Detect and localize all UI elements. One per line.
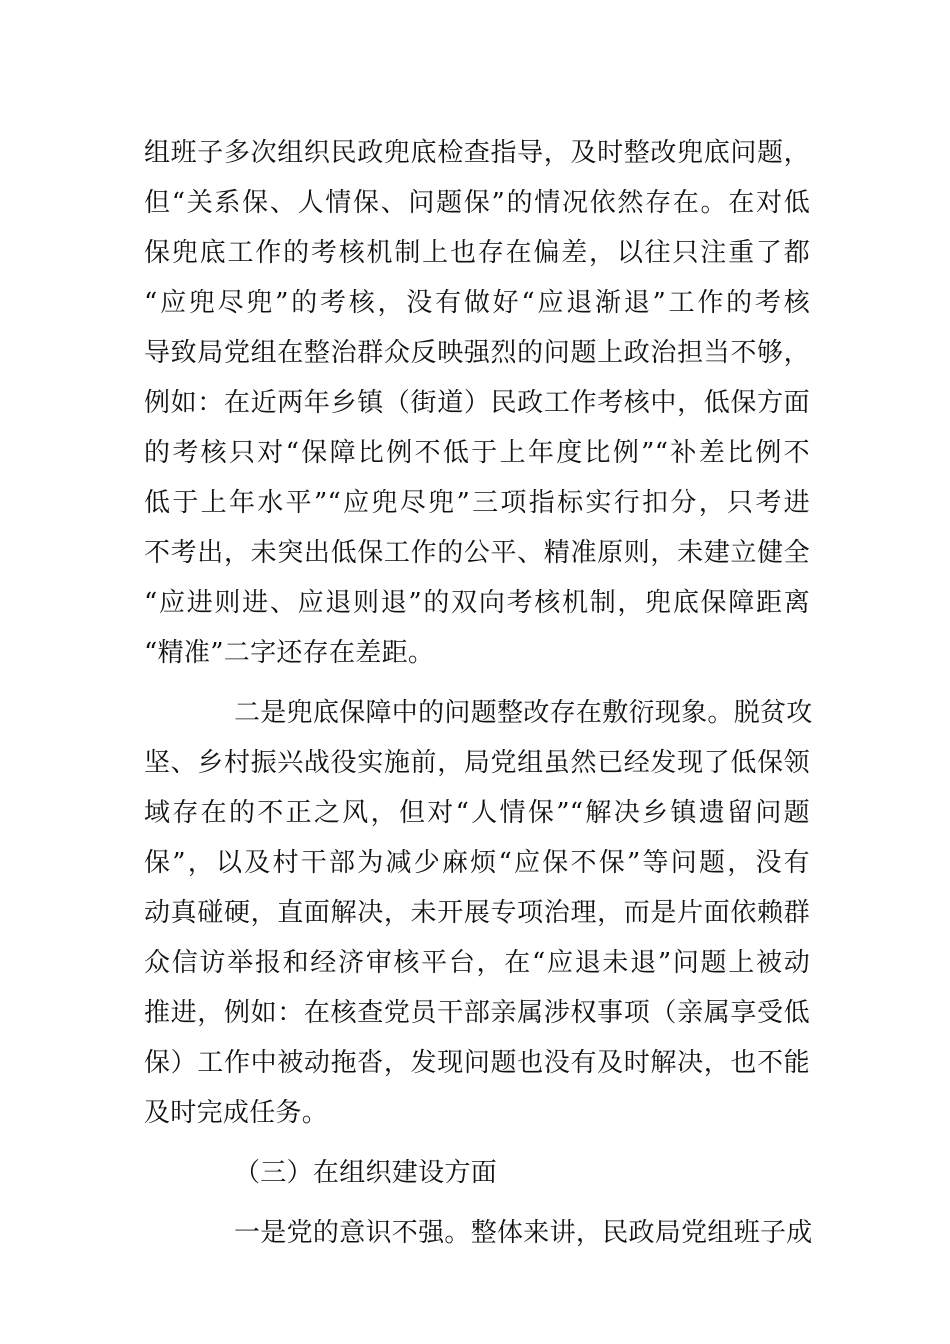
text-line: 众信访举报和经济审核平台，在“应退未退”问题上被动 (144, 948, 810, 978)
document-body (144, 128, 813, 1258)
text-line: 组班子多次组织民政兜底检查指导，及时整改兜底问题， (144, 138, 810, 168)
paragraph-gap (144, 678, 810, 688)
text-line: 保”，以及村干部为减少麻烦“应保不保”等问题，没有 (144, 848, 810, 878)
text-line: “应进则进、应退则退”的双向考核机制，兜底保障距离 (144, 588, 810, 618)
text-line: 的考核只对“保障比例不低于上年度比例”“补差比例不 (144, 438, 810, 468)
text-line: 低于上年水平”“应兜尽兜”三项指标实行扣分，只考进 (144, 488, 810, 518)
text-line: 及时完成任务。 (144, 1098, 329, 1128)
paragraph-gap (144, 1198, 810, 1208)
text-line: 例如：在近两年乡镇（街道）民政工作考核中，低保方面 (144, 388, 810, 418)
text-line: 一是党的意识不强。整体来讲，民政局党组班子成 (234, 1218, 813, 1248)
text-line: 二是兜底保障中的问题整改存在敷衍现象。脱贫攻 (234, 698, 813, 728)
paragraph-gap (144, 1138, 810, 1148)
text-line: 但“关系保、人情保、问题保”的情况依然存在。在对低 (144, 188, 810, 218)
text-line: 保兜底工作的考核机制上也存在偏差，以往只注重了都 (144, 238, 810, 268)
text-line: 坚、乡村振兴战役实施前，局党组虽然已经发现了低保领 (144, 748, 810, 778)
text-line: 推进，例如：在核查党员干部亲属涉权事项（亲属享受低 (144, 998, 810, 1028)
section-heading: （三）在组织建设方面 (234, 1158, 498, 1188)
text-line: “应兜尽兜”的考核，没有做好“应退渐退”工作的考核 (144, 288, 810, 318)
text-line: 域存在的不正之风，但对“人情保”“解决乡镇遗留问题 (144, 798, 810, 828)
text-line: 不考出，未突出低保工作的公平、精准原则，未建立健全 (144, 538, 810, 568)
paragraph-2 (144, 688, 813, 1138)
text-line: “精准”二字还存在差距。 (144, 638, 435, 668)
text-line: 导致局党组在整治群众反映强烈的问题上政治担当不够， (144, 338, 810, 368)
text-line: 保）工作中被动拖沓，发现问题也没有及时解决，也不能 (144, 1048, 810, 1078)
text-line: 动真碰硬，直面解决，未开展专项治理，而是片面依赖群 (144, 898, 810, 928)
paragraph-3 (144, 1208, 813, 1258)
paragraph-1 (144, 128, 810, 678)
